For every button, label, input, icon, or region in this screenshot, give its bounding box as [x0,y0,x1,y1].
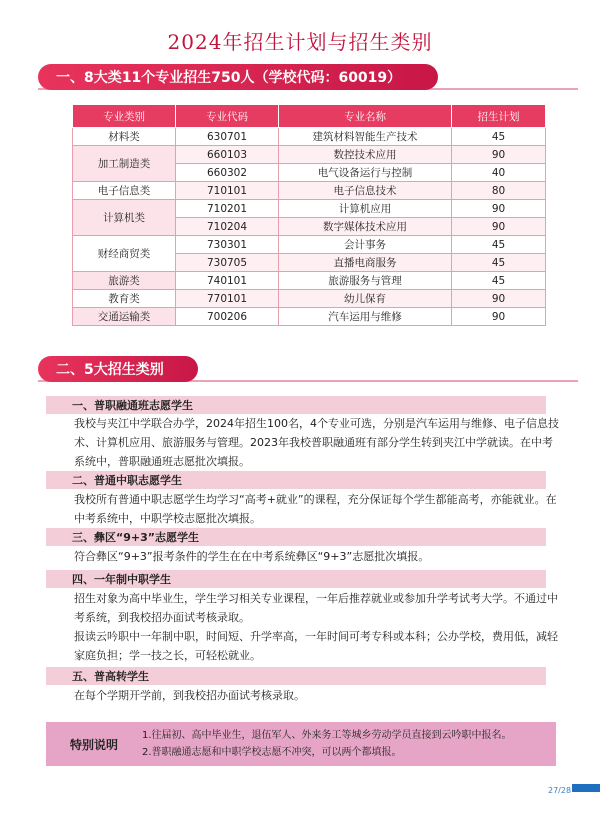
category-heading: 五、普高转学生 [46,667,546,685]
table-row [73,146,546,164]
plan-cell: 45 [452,254,546,272]
major-name-cell: 数字媒体技术应用 [279,218,452,236]
column-header: 专业名称 [279,105,452,128]
plan-cell: 80 [452,182,546,200]
table-row [73,128,546,146]
section-title: 二、5大招生类别 [56,362,164,378]
major-name-cell: 电气设备运行与控制 [279,164,452,182]
category-cell: 交通运输类 [73,308,176,326]
plan-cell: 90 [452,308,546,326]
page-title: 2024年招生计划与招生类别 [167,30,433,54]
plan-cell: 90 [452,290,546,308]
table-header-row [73,105,546,128]
table-row [73,290,546,308]
code-cell: 740101 [176,272,279,290]
major-name-cell: 数控技术应用 [279,146,452,164]
plan-cell: 45 [452,236,546,254]
category-paragraph: 招生对象为高中毕业生，学生学习相关专业课程，一年后推荐就业或参加升学考试考大学。不通过中考系统，到我校招办面试考核录取。 [74,592,558,624]
category-cell: 加工制造类 [73,146,176,182]
code-cell: 710101 [176,182,279,200]
category-cell: 电子信息类 [73,182,176,200]
category-paragraph: 我校所有普通中职志愿学生均学习“高考+就业”的课程，充分保证每个学生都能高考，亦能就业。在中考系统中，中职学校志愿批次填报。 [74,493,557,525]
major-name-cell: 旅游服务与管理 [279,272,452,290]
code-cell: 660103 [176,146,279,164]
plan-cell: 90 [452,200,546,218]
category-paragraph: 报读云吟职中一年制中职，时间短、升学率高，一年时间可考专科或本科；公办学校，费用低，减轻家庭负担；学一技之长，可轻松就业。 [74,630,558,662]
plan-cell: 40 [452,164,546,182]
category-cell: 材料类 [73,128,176,146]
table-row [73,272,546,290]
category-cell: 教育类 [73,290,176,308]
major-name-cell: 直播电商服务 [279,254,452,272]
note-line: 1.往届初、高中毕业生，退伍军人、外来务工等城乡劳动学员直接到云吟职中报名。 [142,730,512,741]
page-number: 27/28 [548,786,572,795]
column-header: 招生计划 [452,105,546,128]
note-label: 特别说明 [69,737,118,752]
code-cell: 660302 [176,164,279,182]
enrollment-plan-table [72,104,546,326]
note-lines [142,727,512,761]
code-cell: 730301 [176,236,279,254]
table-row [73,308,546,326]
major-name-cell: 电子信息技术 [279,182,452,200]
code-cell: 710204 [176,218,279,236]
plan-cell: 90 [452,218,546,236]
special-note-box [46,722,556,766]
table-row [73,182,546,200]
category-cell: 财经商贸类 [73,236,176,272]
section-title: 一、8大类11个专业招生750人（学校代码：60019） [56,70,402,86]
table-row [73,200,546,218]
plan-cell: 45 [452,128,546,146]
table-row [73,236,546,254]
category-heading: 二、普通中职志愿学生 [46,471,546,489]
major-name-cell: 建筑材料智能生产技术 [279,128,452,146]
major-name-cell: 汽车运用与维修 [279,308,452,326]
code-cell: 710201 [176,200,279,218]
category-paragraph: 我校与夹江中学联合办学，2024年招生100名，4个专业可选，分别是汽车运用与维修、电子信息技术、计算机应用、旅游服务与管理。2023年我校普职融通班有部分学生转到夹江中学就读。在中考系统中，普职融通班志愿批次填报。 [74,417,559,468]
section-heading-enrollment-plan [38,64,578,90]
code-cell: 700206 [176,308,279,326]
section-heading-categories [38,356,578,382]
category-heading: 三、彝区“9+3”志愿学生 [46,528,546,546]
category-heading: 一、普职融通班志愿学生 [46,396,546,414]
major-name-cell: 计算机应用 [279,200,452,218]
major-name-cell: 会计事务 [279,236,452,254]
category-paragraph: 在每个学期开学前，到我校招办面试考核录取。 [74,689,305,702]
column-header: 专业代码 [176,105,279,128]
category-paragraph: 符合彝区“9+3”报考条件的学生在在中考系统彝区“9+3”志愿批次填报。 [74,550,430,563]
note-line: 2.普职融通志愿和中职学校志愿不冲突，可以两个都填报。 [142,747,402,758]
code-cell: 730705 [176,254,279,272]
page-indicator-bar [572,784,600,792]
plan-cell: 45 [452,272,546,290]
major-name-cell: 幼儿保育 [279,290,452,308]
plan-cell: 90 [452,146,546,164]
column-header: 专业类别 [73,105,176,128]
code-cell: 770101 [176,290,279,308]
category-cell: 计算机类 [73,200,176,236]
category-cell: 旅游类 [73,272,176,290]
category-heading: 四、一年制中职学生 [46,570,546,588]
code-cell: 630701 [176,128,279,146]
